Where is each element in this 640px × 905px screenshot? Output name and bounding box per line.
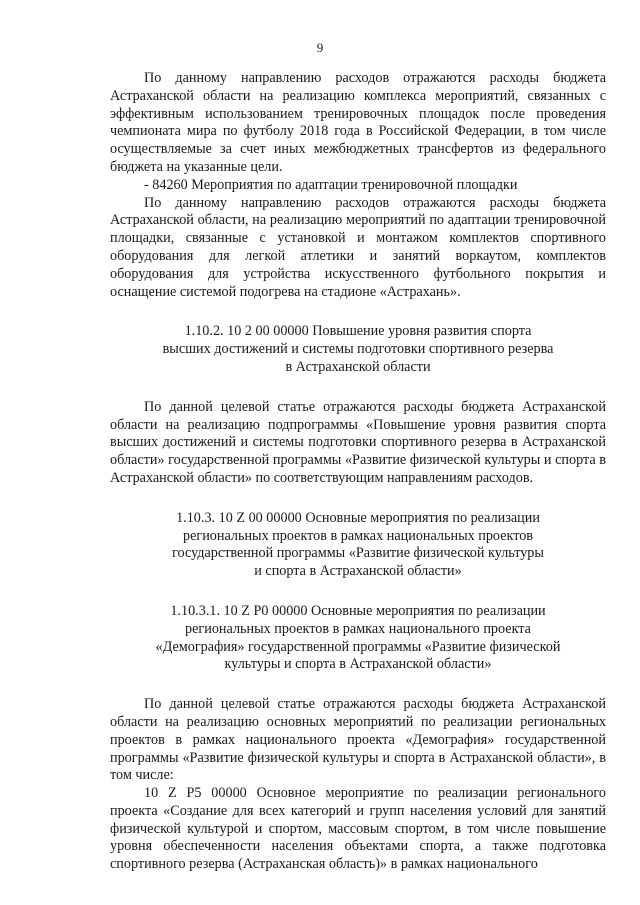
section-heading	[110, 510, 606, 581]
heading-line: 1.10.2. 10 2 00 00000 Повышение уровня развития спорта	[184, 323, 532, 340]
paragraph: - 84260 Мероприятия по адаптации тренировочной площадки	[144, 176, 518, 193]
page-number: 9	[316, 40, 324, 55]
heading-line: региональных проектов в рамках национальных проектов	[182, 527, 534, 544]
section-heading	[110, 323, 606, 376]
subsection-heading	[110, 603, 606, 674]
heading-line: 1.10.3.1. 10 Z P0 00000 Основные мероприятия по реализации	[170, 602, 546, 619]
paragraph: 10 Z P5 00000 Основное мероприятие по реализации регионального проекта «Создание для всех категорий и групп населения условий для занятий физической культурой и спортом, массовым спортом, в том числе повышение уровня обеспеченности населения объектами спорта, а также подготовка спортивного резерва (Астраханская область)» в рамках национального	[110, 785, 606, 873]
heading-line: высших достижений и системы подготовки спортивного резерва	[162, 341, 554, 358]
document-body	[110, 70, 606, 874]
heading-line: государственной программы «Развитие физической культуры	[172, 545, 544, 562]
heading-line: региональных проектов в рамках национального проекта	[185, 620, 531, 637]
heading-line: и спорта в Астраханской области»	[254, 563, 462, 580]
paragraph: По данной целевой статье отражаются расходы бюджета Астраханской области на реализацию подпрограммы «Повышение уровня развития спорта высших достижений и системы подготовки спортивного резерва в Астраханской области» государственной программы «Развитие физической культуры и спорта в Астраханской области» по соответствующим направлениям расходов.	[110, 398, 606, 486]
paragraph: По данному направлению расходов отражаются расходы бюджета Астраханской области, на реализацию мероприятий по адаптации тренировочной площадки, связанные с установкой и монтажом комплектов спортивного оборудования для легкой атлетики и занятий воркаутом, комплектов оборудования для устройства искусственного футбольного покрытия и оснащение системой подогрева на стадионе «Астрахань».	[110, 194, 606, 300]
heading-line: в Астраханской области	[285, 358, 431, 375]
heading-line: «Демография» государственной программы «Развитие физической	[155, 638, 561, 655]
heading-line: культуры и спорта в Астраханской области»	[224, 656, 492, 673]
paragraph: По данной целевой статье отражаются расходы бюджета Астраханской области на реализацию основных мероприятий по реализации региональных проектов в рамках национального проекта «Демография» государственной программы «Развитие физической культуры и спорта в Астраханской области», в том числе:	[110, 696, 606, 784]
heading-line: 1.10.3. 10 Z 00 00000 Основные мероприятия по реализации	[176, 509, 540, 526]
paragraph: По данному направлению расходов отражаются расходы бюджета Астраханской области на реализацию комплекса мероприятий, связанных с эффективным использованием тренировочных площадок после проведения чемпионата мира по футболу 2018 года в Российской Федерации, в том числе осуществляемые за счет иных межбюджетных трансфертов из федерального бюджета на указанные цели.	[110, 70, 606, 175]
